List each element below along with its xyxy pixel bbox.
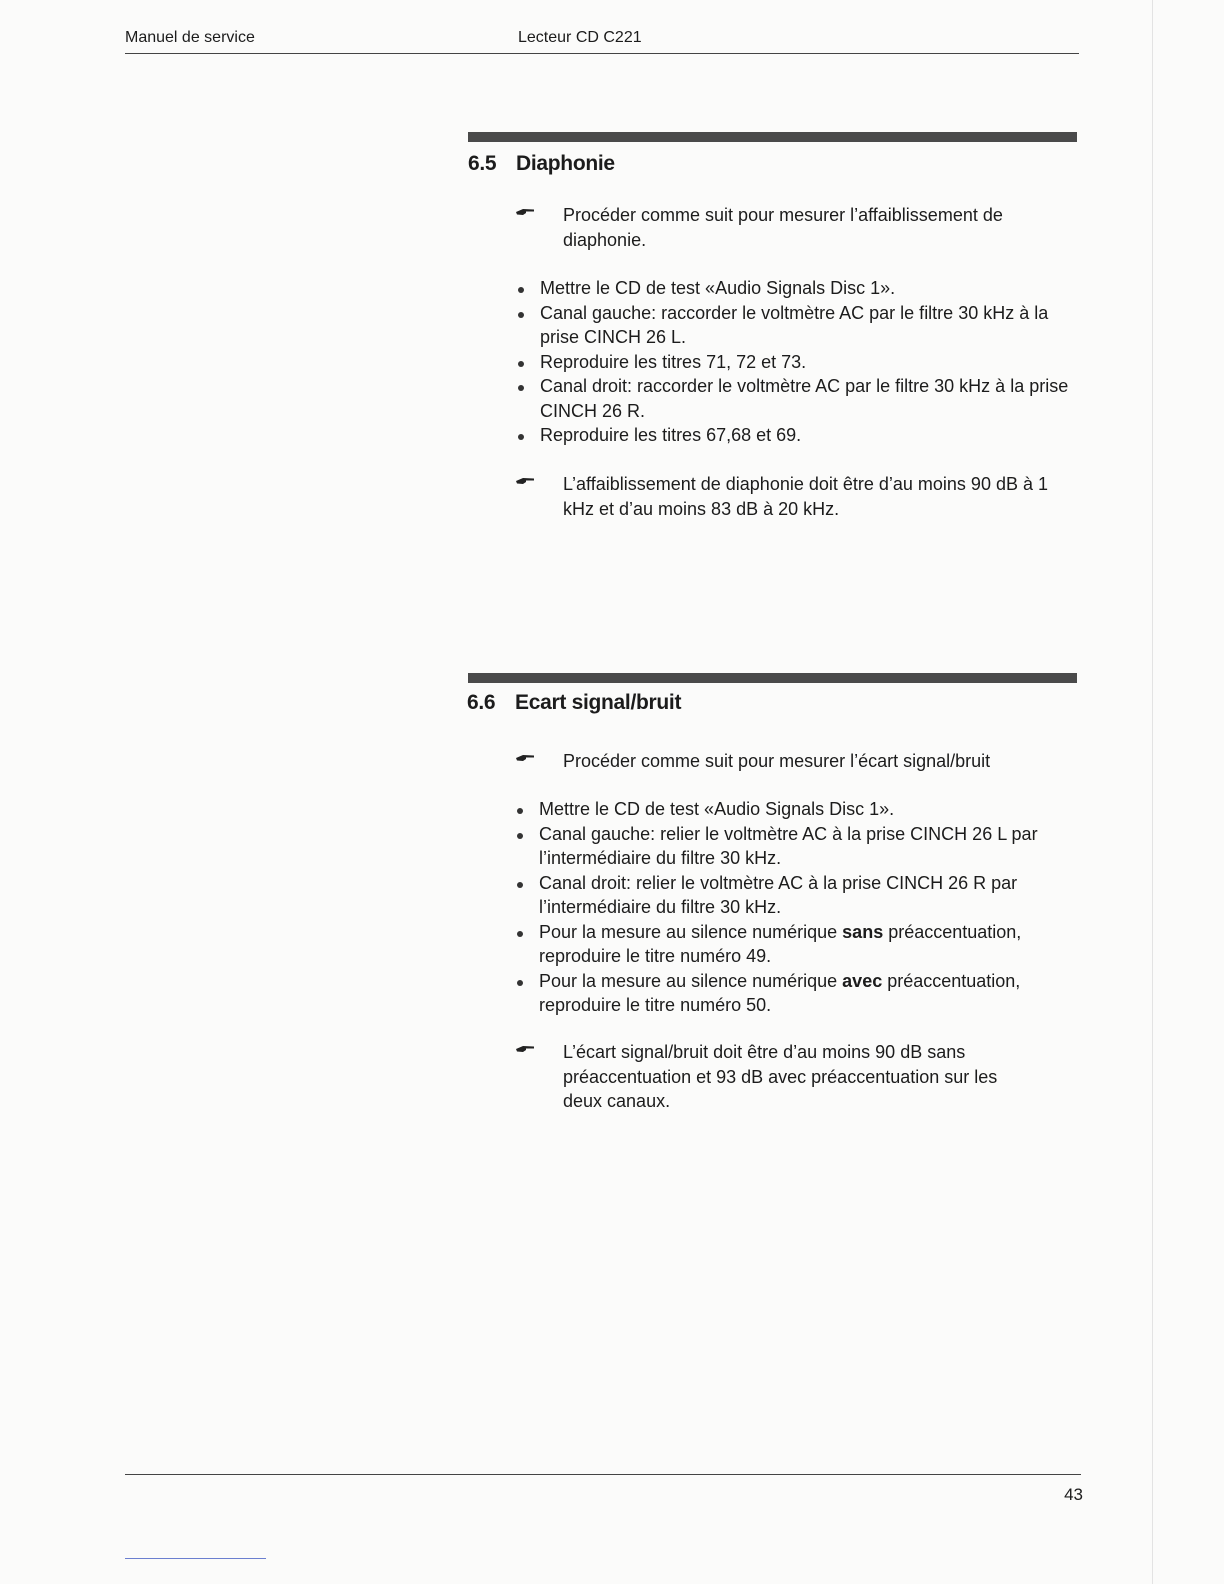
section-number: 6.6	[467, 691, 496, 714]
footer-underline	[125, 1558, 266, 1559]
bullet-icon	[518, 312, 524, 318]
pointing-hand-icon	[515, 474, 535, 488]
list-item: Canal droit: relier le voltmètre AC à la prise CINCH 26 R par l’intermédiaire du filtre 30 kHz.	[514, 871, 1074, 920]
header-product-title: Lecteur CD C221	[518, 29, 642, 46]
bullet-icon	[517, 931, 523, 937]
section-6-5-intro-note	[515, 203, 1055, 252]
section-6-5-steps	[515, 276, 1085, 448]
bullet-icon	[518, 385, 524, 391]
bullet-icon	[518, 287, 524, 293]
section-title: Diaphonie	[516, 152, 615, 175]
section-6-6-intro-note	[515, 749, 1075, 774]
result-text: L’écart signal/bruit doit être d’au moins 90 dB sans préaccentuation et 93 dB avec préaccentuation sur les deux canaux.	[563, 1042, 998, 1111]
bullet-icon	[518, 361, 524, 367]
header-manual-title: Manuel de service	[125, 29, 255, 46]
result-text: L’affaiblissement de diaphonie doit être d’au moins 90 dB à 1 kHz et d’au moins 83 dB à 20 kHz.	[563, 474, 1048, 519]
page-number: 43	[1064, 1485, 1083, 1504]
bullet-icon	[517, 980, 523, 986]
page-edge-line	[1152, 0, 1153, 1584]
pointing-hand-icon	[515, 205, 535, 219]
list-item: Reproduire les titres 71, 72 et 73.	[515, 350, 1085, 375]
header-rule	[125, 53, 1079, 54]
intro-text: Procéder comme suit pour mesurer l’affaiblissement de diaphonie.	[563, 205, 1003, 250]
section-6-6-steps	[514, 797, 1074, 1018]
emphasis-sans: sans	[842, 921, 884, 942]
pointing-hand-icon	[515, 1042, 535, 1056]
section-6-5-result-note	[515, 472, 1080, 521]
section-number: 6.5	[468, 152, 497, 175]
list-item: Pour la mesure au silence numérique avec préaccentuation, reproduire le titre numéro 50.	[514, 969, 1074, 1018]
section-6-6-bar	[468, 673, 1077, 683]
bullet-icon	[517, 833, 523, 839]
list-item: Mettre le CD de test «Audio Signals Disc 1».	[514, 797, 1074, 822]
bullet-icon	[517, 882, 523, 888]
list-item: Canal gauche: relier le voltmètre AC à la prise CINCH 26 L par l’intermédiaire du filtre 30 kHz.	[514, 822, 1074, 871]
list-item: Mettre le CD de test «Audio Signals Disc 1».	[515, 276, 1085, 301]
section-6-6-heading	[467, 691, 681, 715]
list-item: Pour la mesure au silence numérique sans préaccentuation, reproduire le titre numéro 49.	[514, 920, 1074, 969]
footer-rule	[125, 1474, 1081, 1475]
pointing-hand-icon	[515, 751, 535, 765]
intro-text: Procéder comme suit pour mesurer l’écart signal/bruit	[563, 751, 991, 771]
section-6-5-heading	[468, 152, 615, 176]
list-item: Canal droit: raccorder le voltmètre AC par le filtre 30 kHz à la prise CINCH 26 R.	[515, 374, 1085, 423]
bullet-icon	[517, 808, 523, 814]
list-item: Reproduire les titres 67,68 et 69.	[515, 423, 1085, 448]
section-6-5-bar	[468, 132, 1077, 142]
emphasis-avec: avec	[842, 970, 883, 991]
section-title: Ecart signal/bruit	[515, 691, 682, 714]
list-item: Canal gauche: raccorder le voltmètre AC par le filtre 30 kHz à la prise CINCH 26 L.	[515, 301, 1085, 350]
section-6-6-result-note	[515, 1040, 1015, 1114]
bullet-icon	[518, 434, 524, 440]
